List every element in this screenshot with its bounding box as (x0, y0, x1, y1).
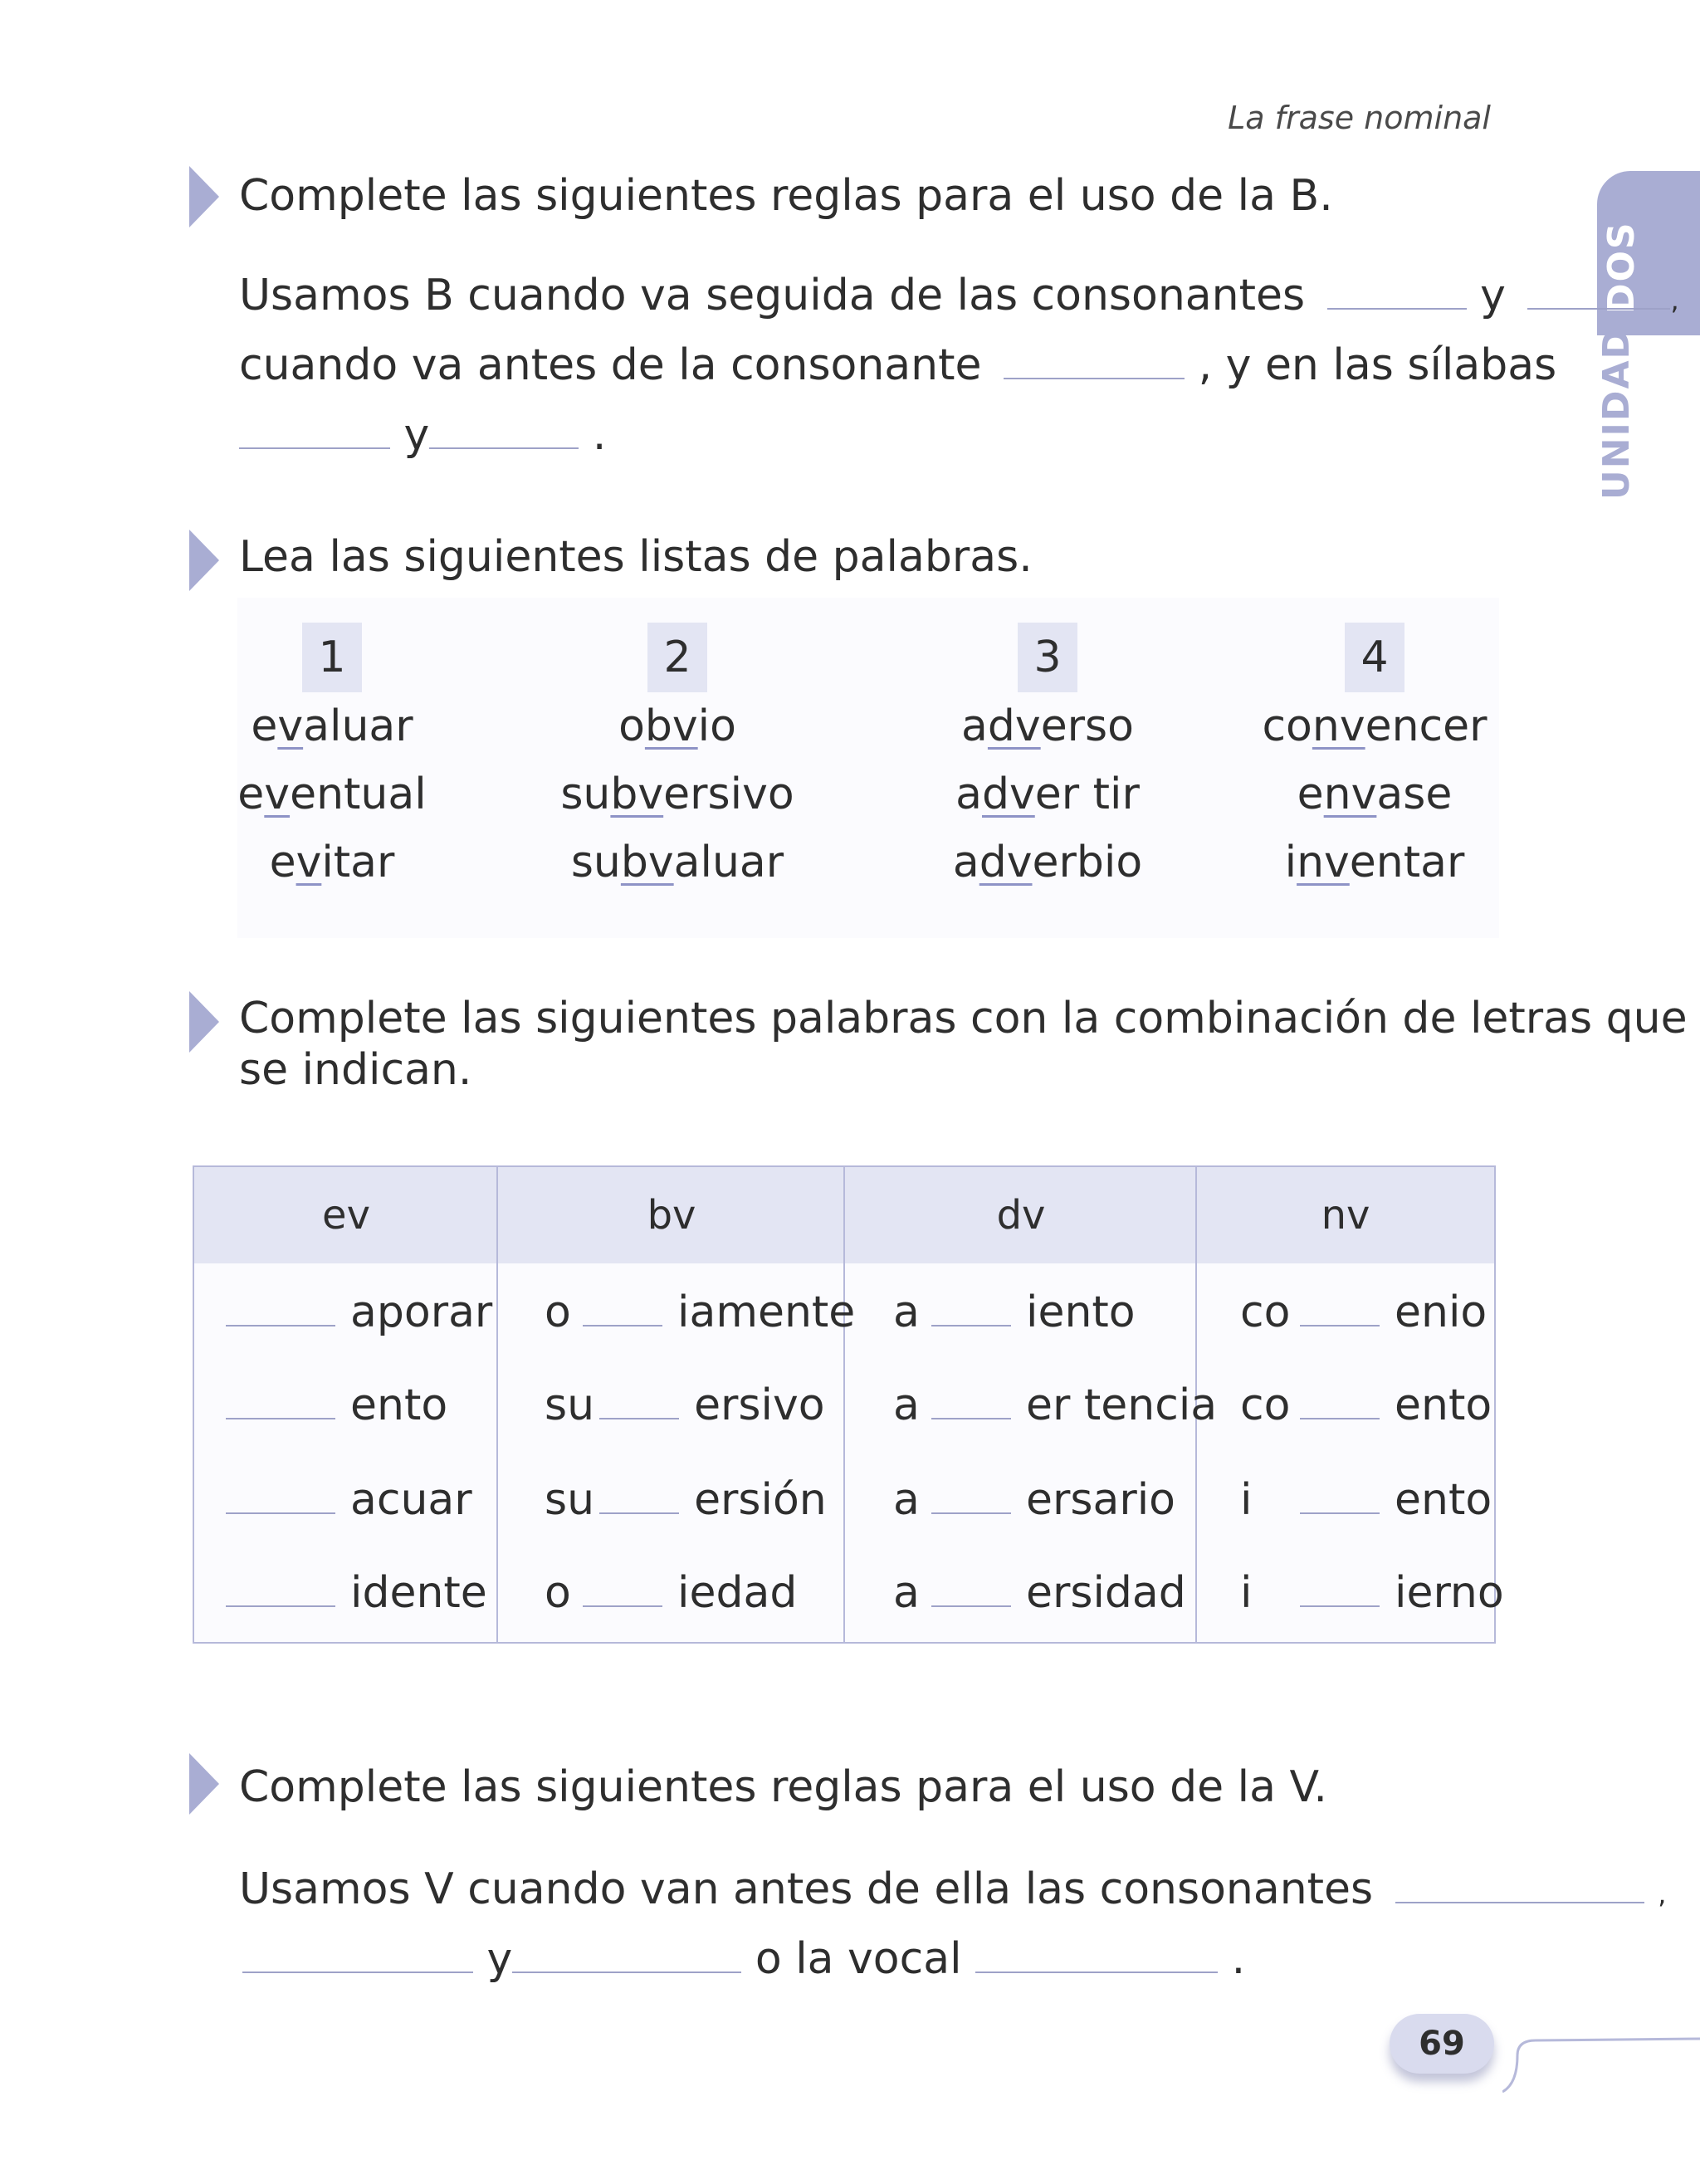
table-cell (893, 1376, 1217, 1434)
table-divider (843, 1167, 845, 1642)
word-suffix: acuar (350, 1475, 472, 1525)
table-cell (1240, 1564, 1504, 1622)
answer-blank[interactable] (599, 1381, 679, 1419)
answer-blank[interactable] (226, 1288, 335, 1327)
list-word: subvaluar (570, 838, 784, 887)
word-suffix: er tencia (1026, 1380, 1218, 1430)
section-4-instruction: Complete las siguientes reglas para el uso de la V. (239, 1762, 1327, 1812)
table-cell (226, 1283, 492, 1341)
section-4-line-2 (242, 1934, 1245, 1984)
answer-blank[interactable] (583, 1288, 662, 1327)
word-prefix: a (893, 1475, 920, 1525)
section-1-line-2 (239, 340, 1556, 390)
rule-b-text-4: cuando va antes de la consonante (239, 340, 982, 390)
word-prefix: co (1240, 1380, 1291, 1430)
word-prefix: o (545, 1568, 571, 1618)
section-1-line-3 (239, 410, 606, 460)
list-word: envase (1297, 770, 1453, 819)
rule-v-text-1: Usamos V cuando van antes de ella las consonantes (239, 1864, 1374, 1914)
table-divider (496, 1167, 498, 1642)
table-cell (226, 1564, 487, 1622)
table-header-bv: bv (498, 1167, 845, 1263)
word-suffix: enio (1395, 1287, 1488, 1337)
section-1-instruction: Complete las siguientes reglas para el uso de la B. (239, 171, 1333, 221)
answer-blank[interactable] (931, 1381, 1011, 1419)
rule-v-text-2: , (1658, 1879, 1667, 1910)
answer-blank-v-1[interactable] (1395, 1865, 1644, 1903)
answer-blank-b-2[interactable] (1527, 271, 1670, 310)
table-cell (1240, 1283, 1487, 1341)
list-word: adverbio (952, 838, 1143, 887)
word-suffix: ento (1395, 1380, 1492, 1430)
rule-b-text-6: y (403, 410, 430, 460)
section-4-line-1 (239, 1864, 1666, 1914)
section-3-bullet-icon (189, 991, 219, 1053)
answer-blank[interactable] (599, 1476, 679, 1514)
list-word: adverso (961, 701, 1134, 751)
table-cell (226, 1471, 472, 1529)
word-suffix: iento (1026, 1287, 1136, 1337)
word-suffix: idente (350, 1568, 487, 1618)
list-word: inventar (1284, 838, 1465, 887)
page-number: 69 (1390, 2014, 1494, 2074)
word-prefix: co (1240, 1287, 1291, 1337)
list-word: eventual (237, 770, 427, 819)
answer-blank[interactable] (1300, 1476, 1380, 1514)
word-suffix: ersidad (1026, 1568, 1186, 1618)
rule-b-text-3: , (1670, 285, 1679, 316)
answer-blank-b-5[interactable] (429, 411, 579, 449)
word-suffix: ierno (1395, 1568, 1504, 1618)
section-3-instruction: Complete las siguientes palabras con la combinación de letras que se indican. (239, 994, 1688, 1095)
word-prefix: a (893, 1568, 920, 1618)
running-header: La frase nominal (1228, 100, 1491, 136)
list-word: evaluar (251, 701, 413, 751)
word-suffix: iamente (677, 1287, 856, 1337)
word-prefix: i (1240, 1475, 1253, 1525)
answer-blank-v-4[interactable] (975, 1935, 1218, 1973)
answer-blank-v-2[interactable] (242, 1935, 473, 1973)
table-cell (545, 1283, 855, 1341)
answer-blank[interactable] (1300, 1381, 1380, 1419)
list-word: subversivo (560, 770, 794, 819)
section-2-bullet-icon (189, 530, 219, 591)
answer-blank[interactable] (931, 1476, 1011, 1514)
word-prefix: i (1240, 1568, 1253, 1618)
answer-blank-b-1[interactable] (1327, 271, 1467, 310)
table-header-ev: ev (194, 1167, 498, 1263)
word-prefix: a (893, 1287, 920, 1337)
list-word: adver tir (955, 770, 1140, 819)
rule-b-text-5: , y en las sílabas (1198, 340, 1557, 390)
list-word: convencer (1262, 701, 1488, 751)
table-cell (545, 1376, 825, 1434)
answer-blank-b-4[interactable] (239, 411, 390, 449)
table-cell (1240, 1471, 1492, 1529)
word-suffix: aporar (350, 1287, 493, 1337)
list-word: evitar (269, 838, 395, 887)
section-1-bullet-icon (189, 166, 219, 227)
unit-label: UNIDAD (1595, 326, 1638, 500)
table-cell (893, 1283, 1136, 1341)
rule-v-text-3: y (486, 1934, 513, 1984)
section-2-instruction: Lea las siguientes listas de palabras. (239, 532, 1033, 582)
word-suffix: ersivo (694, 1380, 825, 1430)
rule-b-text-7: . (592, 410, 607, 460)
page-corner-curve (1502, 2025, 1700, 2100)
list-number: 2 (647, 623, 707, 692)
unit-number-label: DOS (1600, 221, 1643, 314)
table-header-nv: nv (1197, 1167, 1494, 1263)
list-number: 3 (1018, 623, 1077, 692)
answer-blank[interactable] (1300, 1288, 1380, 1327)
word-list-4 (1225, 623, 1524, 897)
table-cell (1240, 1376, 1492, 1434)
word-list-2 (528, 623, 827, 897)
word-suffix: ento (1395, 1475, 1492, 1525)
answer-blank-b-3[interactable] (1004, 341, 1185, 379)
table-cell (893, 1564, 1186, 1622)
word-prefix: su (545, 1475, 595, 1525)
list-number: 1 (302, 623, 362, 692)
answer-blank[interactable] (226, 1381, 335, 1419)
table-cell (545, 1471, 827, 1529)
table-cell (893, 1471, 1175, 1529)
answer-blank[interactable] (583, 1569, 662, 1607)
rule-v-text-5: . (1231, 1934, 1246, 1984)
answer-blank[interactable] (226, 1476, 335, 1514)
answer-blank[interactable] (931, 1288, 1011, 1327)
word-suffix: ersión (694, 1475, 827, 1525)
table-cell (226, 1376, 447, 1434)
table-header-dv: dv (845, 1167, 1197, 1263)
rule-b-text-2: y (1480, 271, 1506, 320)
word-prefix: su (545, 1380, 595, 1430)
list-word: obvio (618, 701, 736, 751)
word-prefix: a (893, 1380, 920, 1430)
rule-v-text-4: o la vocal (755, 1934, 962, 1984)
section-1-line-1 (239, 271, 1679, 320)
section-4-bullet-icon (189, 1753, 219, 1815)
word-list-1 (183, 623, 481, 897)
rule-b-text-1: Usamos B cuando va seguida de las consonantes (239, 271, 1306, 320)
word-suffix: ento (350, 1380, 448, 1430)
word-suffix: ersario (1026, 1475, 1175, 1525)
answer-blank-v-3[interactable] (512, 1935, 741, 1973)
answer-blank[interactable] (931, 1569, 1011, 1607)
list-number: 4 (1345, 623, 1404, 692)
word-suffix: iedad (677, 1568, 798, 1618)
word-prefix: o (545, 1287, 571, 1337)
answer-blank[interactable] (1300, 1569, 1380, 1607)
table-cell (545, 1564, 797, 1622)
word-list-3 (898, 623, 1197, 897)
answer-blank[interactable] (226, 1569, 335, 1607)
